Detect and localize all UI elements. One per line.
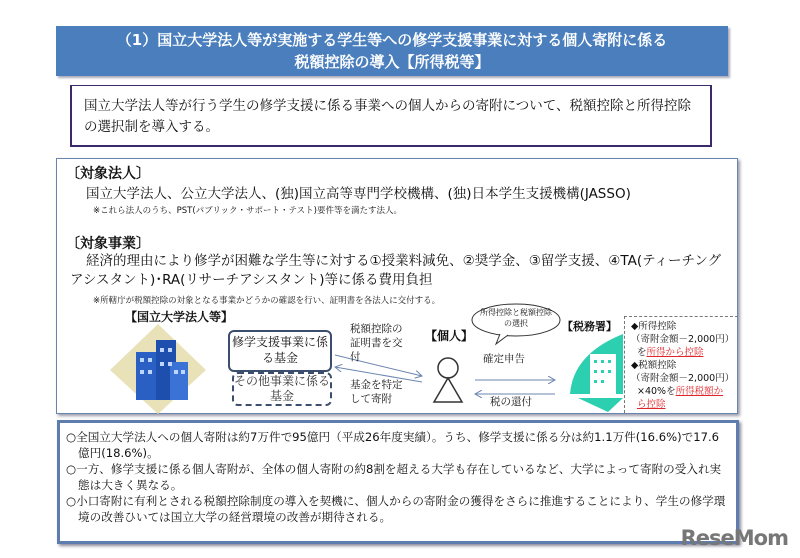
refund-label: 税の還付 [490,396,532,408]
income-deduction-title: ◆所得控除 [631,321,677,332]
target-corp-note: ※これら法人のうち、PST(パブリック・サポート・テスト)要件等を満たす法人。 [93,206,402,216]
bullet-item: ○小口寄附に有利とされる税額控除制度の導入を契機に、個人からの寄附金の獲得をさらに推進することにより、学生の修学環境の改善ひいては国立大学の経営環境の改善が期待される。 [66,494,726,524]
person-icon [430,356,466,404]
tax-office-icon [568,334,628,414]
income-deduction-formula: （寄附金額－2,000円） [631,334,735,345]
title-line-1: （1）国立大学法人等が実施する学生等への修学支援事業に対する個人寄附に係る [116,31,668,49]
bullet-item: ○一方、修学支援に係る個人寄附が、全体の個人寄附の約8割を超える大学も存在しているなど、大学によって寄附の受入れ実態は大きく異なる。 [66,462,722,492]
title-line-2: 税額控除の導入【所得税等】 [294,53,490,71]
resemom-logo: ReseMom [680,526,788,550]
cert-label: 税額控除の証明書を交付 [350,323,403,363]
filing-label: 確定申告 [483,353,525,365]
bubble-text: 所得控除と税額控除の選択 [480,308,552,328]
person-label: 【個人】 [425,329,474,343]
target-biz-note: ※所轄庁が税額控除の対象となる事業かどうかの確認を行い、証明書を各法人に交付する。 [93,296,441,306]
background-box [57,420,739,544]
summary-box: 国立大学法人等が行う学生の修学支援に係る事業への個人からの寄附について、税額控除と所得控除の選択制を導入する。 [70,85,712,147]
other-fund-box: その他事業に係る基金 [232,372,332,406]
tax-credit-title: ◆税額控除 [631,360,677,371]
tax-credit-pre: ×40%を [637,386,676,397]
target-corp-heading: 〔対象法人〕 [66,166,150,182]
income-deduction-text: 所得から控除 [646,347,704,358]
donate-label: 基金を特定して寄附 [350,379,403,405]
fund-box: 修学支援事業に係る基金 [228,330,332,372]
target-corp-body: 国立大学法人、公立大学法人、(独)国立高等専門学校機構、(独)日本学生支援機構(JASSO) [86,186,631,202]
target-biz-heading: 〔対象事業〕 [66,236,150,252]
page-title [56,26,728,76]
bullet-item: ○全国立大学法人への個人寄附は約7万件で95億円（平成26年度実績）。うち、修学支援に係る分は約1.1万件(16.6%)で17.6億円(18.6%)。 [66,430,720,460]
tax-office-label: 【税務署】 [562,320,617,333]
university-label: 【国立大学法人等】 [125,310,234,324]
income-deduction-pre: を [637,347,647,358]
deduction-info-box [624,316,738,413]
tax-credit-formula: （寄附金額－2,000円） [631,373,735,384]
university-building-icon [108,322,208,414]
tax-credit-text: 所得税額から控除 [637,386,724,410]
target-biz-body: 経済的理由により修学が困難な学生等に対する①授業料減免、②奨学金、③留学支援、④TA(ティーチングアシスタント)･RA(リサーチアシスタント)等に係る費用負担 [70,253,722,288]
